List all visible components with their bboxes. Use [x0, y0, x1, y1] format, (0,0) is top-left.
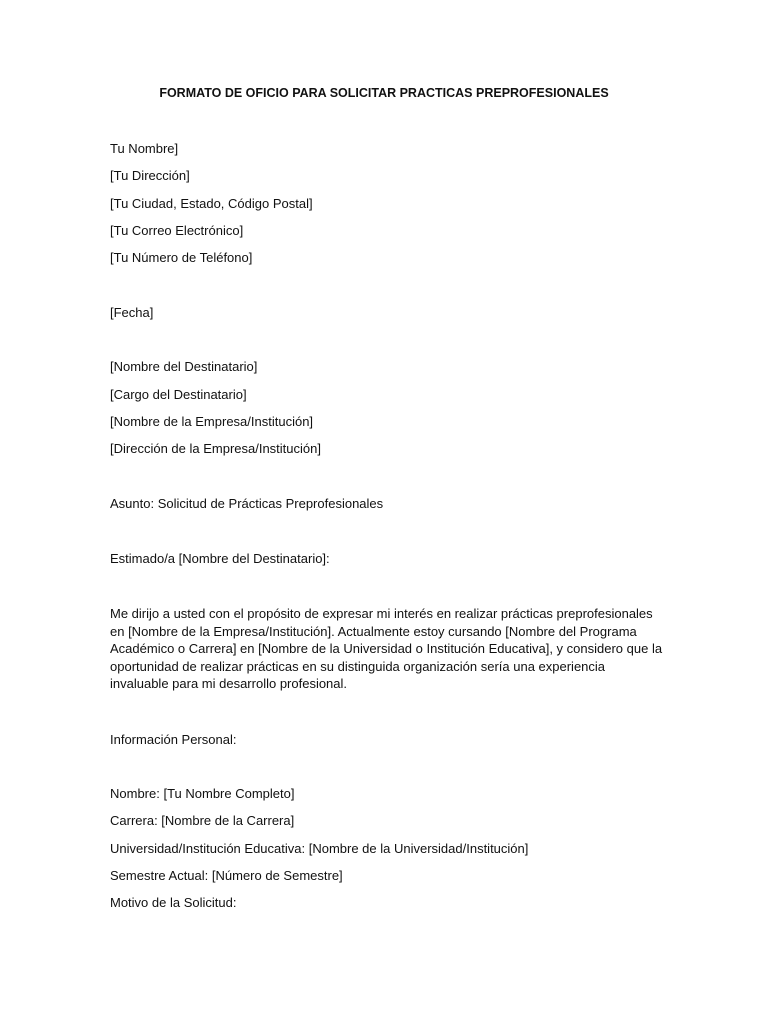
personal-info-university: Universidad/Institución Educativa: [Nombre de la Universidad/Institución]: [110, 841, 529, 856]
sender-address: [Tu Dirección]: [110, 168, 190, 183]
sender-phone: [Tu Número de Teléfono]: [110, 250, 253, 265]
body-line: invaluable para mi desarrollo profesional.: [110, 676, 348, 692]
letter-greeting: Estimado/a [Nombre del Destinatario]:: [110, 551, 330, 566]
personal-info-career: Carrera: [Nombre de la Carrera]: [110, 813, 295, 828]
recipient-name: [Nombre del Destinatario]: [110, 359, 258, 374]
personal-info-reason: Motivo de la Solicitud:: [110, 895, 237, 910]
sender-name: Tu Nombre]: [110, 141, 179, 156]
personal-info-name: Nombre: [Tu Nombre Completo]: [110, 786, 295, 801]
letter-date: [Fecha]: [110, 305, 154, 320]
body-line: Me dirijo a usted con el propósito de expresar mi interés en realizar prácticas preprofesionales: [110, 606, 653, 621]
personal-info-semester: Semestre Actual: [Número de Semestre]: [110, 868, 343, 883]
recipient-address: [Dirección de la Empresa/Institución]: [110, 441, 321, 456]
personal-info-heading: Información Personal:: [110, 732, 237, 747]
recipient-position: [Cargo del Destinatario]: [110, 387, 247, 402]
body-line: Académico o Carrera] en [Nombre de la Universidad o Institución Educativa], y considero que la: [110, 641, 663, 657]
recipient-company: [Nombre de la Empresa/Institución]: [110, 414, 314, 429]
letter-body-paragraph: [110, 605, 670, 693]
document-title: FORMATO DE OFICIO PARA SOLICITAR PRACTICAS PREPROFESIONALES: [159, 86, 609, 100]
sender-email: [Tu Correo Electrónico]: [110, 223, 244, 238]
letter-subject: Asunto: Solicitud de Prácticas Preprofesionales: [110, 496, 384, 511]
body-line: en [Nombre de la Empresa/Institución]. Actualmente estoy cursando [Nombre del Programa: [110, 623, 637, 639]
body-line: oportunidad de realizar prácticas en su distinguida organización sería una experiencia: [110, 658, 606, 674]
sender-city: [Tu Ciudad, Estado, Código Postal]: [110, 196, 313, 211]
